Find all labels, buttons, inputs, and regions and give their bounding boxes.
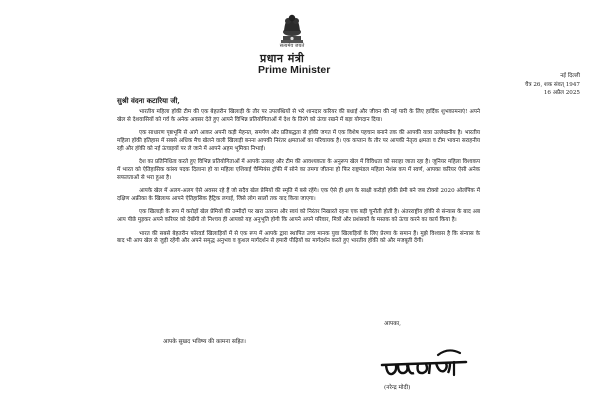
letterhead-title-hindi: प्रधान मंत्री <box>260 52 305 65</box>
paragraph-4: आपके खेल में अलग-अलग ऐसे अवसर रहे हैं जो सदैव खेल प्रेमियों की स्मृति में बसे रहेंगे। एक ऐसे ही क्षण के साक्षी करोड़ों हॉकी प्रेमी बने जब टोक्यो 2020 ओलंपिक में दक्षिण अफ्रीका के खिलाफ आपने ऐतिहासिक हैट्रिक लगाई, जिसे लोग सालों तक याद किया जाएगा। <box>117 188 480 202</box>
date-block <box>480 72 580 98</box>
place: नई दिल्ली <box>560 73 580 79</box>
gregorian-date: 16 अप्रैल 2025 <box>543 90 580 97</box>
paragraph-3: देश का प्रतिनिधित्व करते हुए विभिन्न प्रतियोगिताओं में आपके उत्साह और टीम की आवश्यकता के अनुरूप खेल में विविधता को सराहा जाता रहा है। जूनियर महिला विश्वकप में भारत को ऐतिहासिक कांस्य पदक दिलाना हो या महिला एशियाई चैम्पियंस ट्रॉफी में सोने का तमगा जीतना हो फिर राष्ट्रमंडल महिला नेशंस कप में स्वर्ण, आपका करियर ऐसी अनेक सफलताओं से भरा हुआ है। <box>117 159 480 181</box>
national-emblem-icon <box>277 10 307 44</box>
paragraph-1: भारतीय महिला हॉकी टीम की एक बेहतरीन खिलाड़ी के तौर पर उपलब्धियों से भरे शानदार करियर की बधाई और जीवन की नई पारी के लिए हार्दिक शुभकामनाएं! अपने खेल से देशवासियों को गर्व के अनेक अवसर देते हुए आपने विभिन्न प्रतियोगिताओं में देश के तिरंगे को ऊंचा रखने में बड़ा योगदान दिया। <box>117 109 480 123</box>
paragraph-5: एक खिलाड़ी के रूप में करोड़ों खेल प्रेमियों की उम्मीदों पर खरा उतरना और स्वयं को निरंतर निखारते रहना एक बड़ी चुनौती होती है। अंतरराष्ट्रीय हॉकी से संन्यास के बाद अब आप पीछे मुड़कर अपने करियर को देखेंगी तो निश्चय ही आपको यह अनुभूति होगी कि आपने अपने परिवार, मित्रों और प्रशंसकों के मस्तक को ऊंचा करने का कार्य किया है। <box>117 209 480 224</box>
handwritten-signature <box>378 345 470 379</box>
closing-line: आपके सुखद भविष्य की कामना सहित। <box>163 339 246 345</box>
paragraph-2: एक साधारण पृष्ठभूमि से आगे आकर अपनी कड़ी मेहनत, समर्पण और प्रतिबद्धता से हॉकी जगत में एक विशेष पहचान बनाने तक की आपकी यात्रा उल्लेखनीय है। भारतीय महिला हॉकी इतिहास में सबसे अधिक मैच खेलने वाली खिलाड़ी बनना आपकी निरंतर क्षमताओं का परिचायक है। एक कप्तान के तौर पर आपकी नेतृत्व क्षमता व टीम भावना सराहनीय रही और हॉकी को नई ऊंचाइयों पर ले जाने में आपने अहम भूमिका निभाई। <box>117 130 480 152</box>
signer-name: (नरेन्द्र मोदी) <box>384 385 411 391</box>
saka-date: चैत्र 26, शक संवत् 1947 <box>524 81 580 88</box>
paragraph-6: भारत की सबसे बेहतरीन फॉरवर्ड खिलाड़ियों में से एक रूप में आपके द्वारा स्थापित उच्च मानक युवा खिलाड़ियों के लिए प्रेरणा के समान हैं। मुझे विश्वास है कि संन्यास के बाद भी आप खेल से जुड़ी रहेंगी और अपने समृद्ध अनुभव व कुशल मार्गदर्शन से हमारी पीढ़ियों का मार्गदर्शन करते हुए भारतीय हॉकी को और मजबूती देंगी। <box>117 230 480 245</box>
valediction: आपका, <box>384 321 402 327</box>
letter-body <box>117 109 480 252</box>
emblem-motto: सत्यमेव जयते <box>279 43 305 49</box>
salutation: सुश्री वंदना कटारिया जी, <box>117 96 180 105</box>
letterhead-title-english: Prime Minister <box>258 64 331 76</box>
